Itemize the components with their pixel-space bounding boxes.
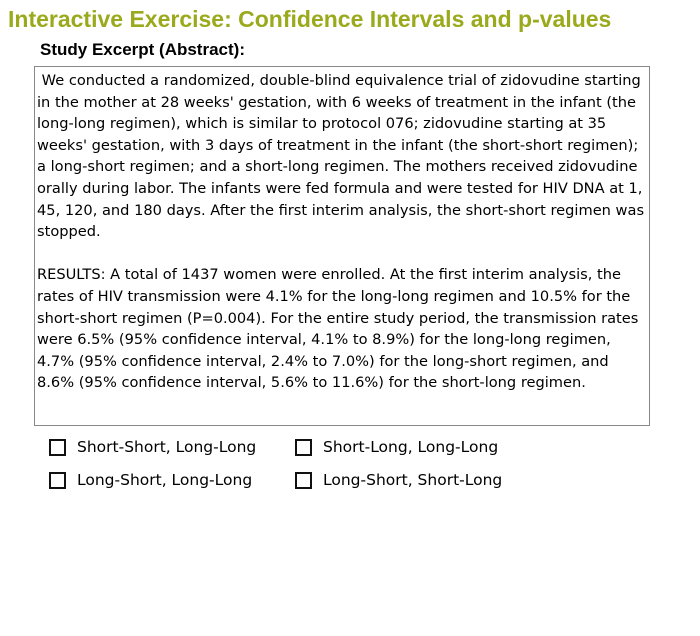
answer-options <box>49 438 649 508</box>
checkbox[interactable] <box>295 439 312 456</box>
option-short-short-long-long[interactable] <box>49 438 256 456</box>
study-excerpt-box <box>34 66 650 426</box>
checkbox[interactable] <box>49 472 66 489</box>
checkbox[interactable] <box>49 439 66 456</box>
option-long-short-short-long[interactable] <box>295 471 502 489</box>
excerpt-paragraph-results: RESULTS: A total of 1437 women were enrolled. At the first interim analysis, the rates of HIV transmission were 4.1% for the long-long regimen and 10.5% for the short-short regimen (P=0.004). For the entire study period, the transmission rates were 6.5% (95% confidence interval, 4.1% to 8.9%) for the long-long regimen, 4.7% (95% confidence interval, 2.4% to 7.0%) for the long-short regimen, and 8.6% (95% confidence interval, 5.6% to 11.6%) for the short-long regimen. <box>37 266 639 392</box>
excerpt-label: Study Excerpt (Abstract): <box>40 40 245 59</box>
option-label: Short-Long, Long-Long <box>323 438 499 456</box>
checkbox[interactable] <box>295 472 312 489</box>
option-short-long-long-long[interactable] <box>295 438 498 456</box>
option-label: Long-Short, Short-Long <box>323 471 503 489</box>
excerpt-paragraph-methods: We conducted a randomized, double-blind equivalence trial of zidovudine starting in the mother at 28 weeks' gestation, with 6 weeks of treatment in the infant (the long-long regimen), which is similar to protocol 076; zidovudine starting at 35 weeks' gestation, with 3 days of treatment in the infant (the short-short regimen); a long-short regimen; and a short-long regimen. The mothers received zidovudine orally during labor. The infants were fed formula and were tested for HIV DNA at 1, 45, 120, and 180 days. After the first interim analysis, the short-short regimen was stopped. <box>37 72 649 241</box>
option-label: Long-Short, Long-Long <box>77 471 253 489</box>
option-long-short-long-long[interactable] <box>49 471 252 489</box>
page-title: Interactive Exercise: Confidence Intervals and p-values <box>8 6 612 32</box>
option-label: Short-Short, Long-Long <box>77 438 257 456</box>
